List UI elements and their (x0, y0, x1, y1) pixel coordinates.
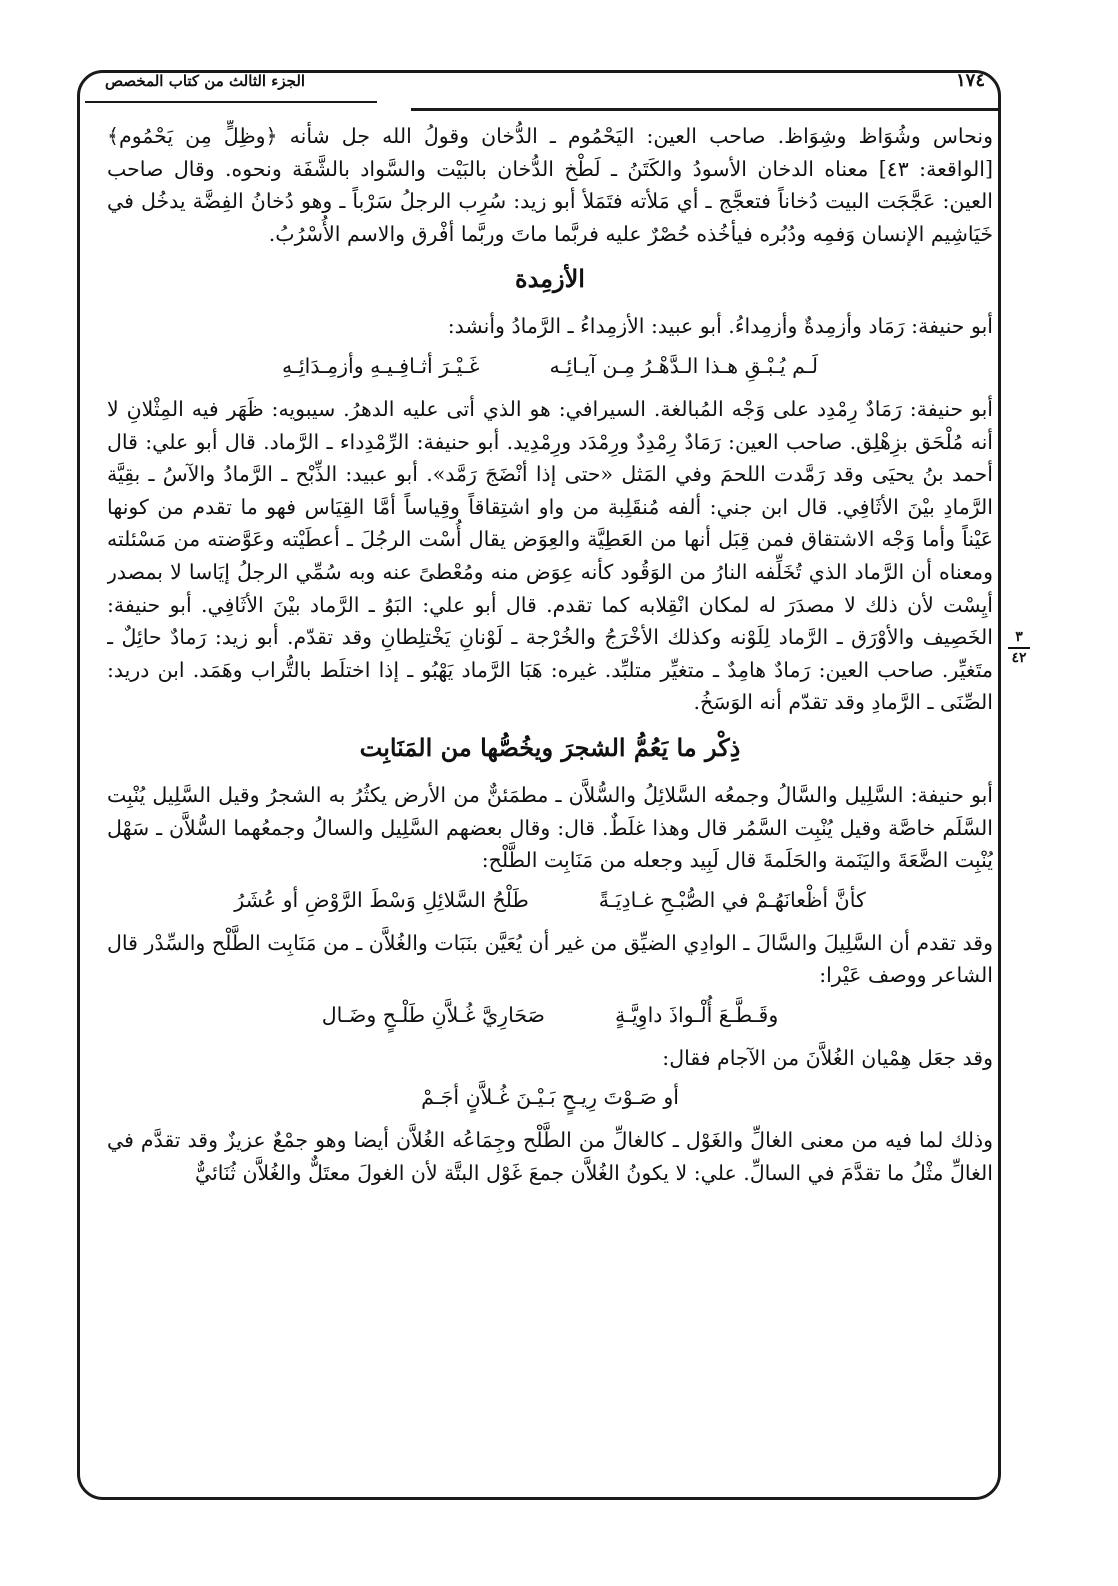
paragraph-salil: أبو حنيفة: السَّلِيل والسَّالُ وجمعُه السَّلائِلُ والسُّلاَّن ـ مطمَئنٌّ من الأرض يكثُرُ به الشجرُ وقيل السَّلِيل يُنْبِت السَّلَم خاصَّة وقيل يُنْبِت السَّمُر قال وهذا غلَطٌ. قال: وقال بعضهم السَّلِيل والسالُ وجمعُهما السُّلاَّن ـ سَهْل يُنْبِت الضَّعَةَ واليَنَمة والحَلَمةَ قال لَبِيد وجعله من مَنَابِت الطَّلْح: (107, 782, 993, 873)
running-title: الجزء الثالث من كتاب المخصص (105, 72, 306, 90)
verse-3-second-hemistich: صَحَارِيَّ غُـلاَّنِ طَلْـحٍ وضَـال (321, 1002, 545, 1027)
margin-reference-divider (1008, 647, 1030, 649)
verse-2-first-hemistich: كأنَّ أظْعانَهُـمْ في الصُّبْـحِ غـادِيَـةً (598, 887, 866, 912)
verse-2-second-hemistich: طَلْحُ السَّلائِلِ وَسْطَ الرَّوْضِ أو عُشَرُ (234, 887, 529, 912)
verse-1 (107, 349, 993, 383)
verse-1-second-hemistich: غَـيْـرَ أثـافِـيـهِ وأزمِـدَائِـهِ (281, 353, 480, 378)
section-heading-manabit: ذِكْر ما يَعُمُّ الشجرَ ويخُصُّها من المَنَابِت (359, 732, 741, 762)
paragraph-ghal: وذلك لما فيه من معنى الغالِّ والغَوْل ـ كالغالِّ من الطَّلْح وجِمَاعُه الغُلاَّن أيضا وهو جمْعٌ عزيزٌ وقد تقدَّم في الغالِّ مثْلُ ما تقدَّمَ في السالِّ. علي: لا يكونُ الغُلاَّن جمعَ غَوْل البتَّة لأن الغولَ معتَلٌّ والغُلاَّن ثُنَائيٌّ (107, 1128, 993, 1186)
section-heading-azmida: الأزمِدة (515, 264, 585, 294)
paragraph-himyan: وقد جعَل هِمْيان الغُلاَّنَ من الآجام فقال: (662, 1045, 993, 1070)
intro-paragraph: ونحاس وشُوَاظ وشِوَاظ. صاحب العين: اليَحْمُوم ـ الدُّخان وقولُ الله جل شأنه ﴿وظِلٍّ مِن يَحْمُوم﴾ [الواقعة: ٤٣] معناه الدخان الأسودُ والكَتَنُ ـ لَطْخ الدُّخان بالبَيْت والسَّواد بالشَّفَة ونحوه. وقال صاحب العين: عَجَّجَت البيت دُخاناً فتعجَّج ـ أي مَلأته فتَمَلأ أبو زيد: سُرِب الرجلُ سَرْباً ـ وهو دُخانُ الفِضَّة يدخُل في خَيَاشِيم الإنسان وَفمِه ودُبُره فيأخُذه حُصْرٌ عليه فربَّما ماتَ وربَّما أفْرق والاسم الأُسْرُبُ. (107, 124, 993, 246)
paragraph-ghullan: وقد تقدم أن السَّلِيلَ والسَّالَ ـ الوادِي الضيِّق من غير أن يُعَيَّن بنَبَات والغُلاَّن ـ من مَنَابِت الطَّلْح والسِّدْر قال الشاعر ووصف عَيْرا: (107, 930, 993, 988)
page-body (107, 120, 993, 1380)
paragraph-ramad: أبو حنيفة: رَمَادٌ رِمْدِد على وَجْه المُبالغة. السيرافي: هو الذي أتى عليه الدهرُ. سيبويه: ظَهَر فيه المِثْلانِ لا أنه مُلْحَق بزِهْلِق. صاحب العين: رَمَادٌ رِمْدِدٌ ورِمْدَد ورِمْدِيد. أبو حنيفة: الرِّمْدِداء ـ الرَّماد. قال أبو علي: قال أحمد بنُ يحيَى وقد رَمَّدت اللحمَ وفي المَثل «حتى إذا أنْضَجَ رَمَّد». أبو عبيد: الذِّبْح ـ الرَّمادُ والآسُ ـ بقِيَّة الرَّمادِ بيْنَ الأثَافِي. قال ابن جني: ألفه مُنقَلِبة من واو اشتِقاقاً وقِياساً أمَّا القِيَاس فهو ما تقدم من كونها عَيْناً وأما وَجْه الاشتقاق فمن قِبَل أنها من العَطِيَّة والعِوَض يقال أُسْت الرجُلَ ـ أعطَيْته وعَوَّضته من مَسْئلته ومعناه أن الرَّماد الذي تُخَلِّفه النارُ من الوَقُود كأنه عِوَض منه ومُعْطىً عنه وبه سُمِّي الرجلُ إيَاسا لا بمصدر أيِسْت لأن ذلك لا مصدَرَ له لمكان انْقِلابه كما تقدم. قال أبو علي: البَوُ ـ الرَّماد بيْنَ الأثَافِي. أبو حنيفة: الخَصِيف والأوْرَق ـ الرَّماد لِلَوْنه وكذلك الأخْرَجُ والخُرْجة ـ لَوْنانِ يَخْتلِطانِ وقد تقدّم. أبو زيد: رَمادٌ حائِلٌ ـ متَغيِّر. صاحب العين: رَمادٌ هامِدٌ ـ متغيِّر متلبِّد. غيره: هَبَا الرَّماد يَهْبُو ـ إذا اختلَط بالتُّراب وهَمَد. ابن دريد: الصِّنَى ـ الرَّمادِ وقد تقدّم أنه الوَسَخُ. (107, 396, 993, 715)
page-number: ١٧٤ (955, 70, 985, 91)
verse-1-first-hemistich: لَـم يُـبْـقِ هـذا الـدَّهْـرُ مِـن آيـائِـه (549, 353, 819, 378)
paragraph-abu-hanifa-1: أبو حنيفة: رَمَاد وأزمِدةٌ وأزمِداءُ. أبو عبيد: الأزمِداءُ ـ الرَّمادُ وأنشد: (447, 314, 993, 339)
margin-reference (1004, 630, 1034, 666)
verse-3 (107, 998, 993, 1032)
margin-reference-bottom: ٤٢ (1011, 650, 1027, 666)
margin-reference-top: ٣ (1015, 629, 1023, 645)
verse-4-text: أو صَـوْتَ رِيـحٍ بَـيْـنَ غُـلاَّنٍ أجَـمْ (421, 1085, 679, 1110)
verse-2 (107, 883, 993, 917)
verse-4 (107, 1080, 993, 1114)
verse-3-first-hemistich: وقَـطَّـعَ أُلْـواذَ داوِيَّـةٍ (614, 1002, 779, 1027)
